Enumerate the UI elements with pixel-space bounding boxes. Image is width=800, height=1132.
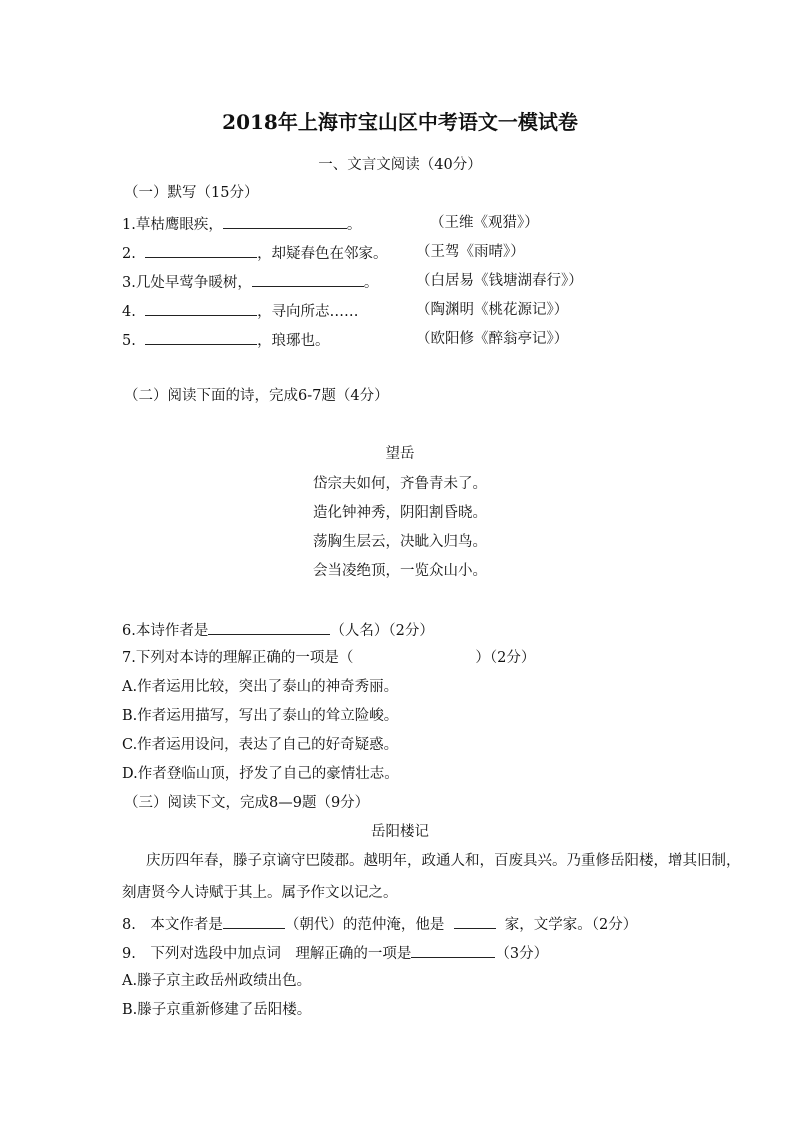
answer-blank[interactable] — [223, 914, 285, 929]
poem-line-1: 岱宗夫如何，齐鲁青未了。 — [313, 476, 487, 492]
passage-line-1: 庆历四年春，滕子京谪守巴陵郡。越明年，政通人和，百废具兴。乃重修岳阳楼，增其旧制， — [146, 853, 741, 869]
poem-line-4: 会当凌绝顶，一览众山小。 — [313, 563, 487, 579]
poem-title: 望岳 — [385, 446, 415, 462]
dictation-source-4: （陶渊明《桃花源记》） — [416, 302, 569, 318]
option-b-9: B.滕子京重新修建了岳阳楼。 — [122, 1002, 312, 1018]
answer-blank[interactable] — [223, 214, 347, 229]
dictation-source-3: （白居易《钱塘湖春行》） — [416, 273, 583, 289]
passage-line-2: 刻唐贤今人诗赋于其上。属予作文以记之。 — [122, 885, 398, 901]
poem-line-3: 荡胸生层云，决眦入归鸟。 — [313, 534, 487, 550]
option-a: A.作者运用比较，突出了泰山的神奇秀丽。 — [122, 679, 399, 695]
question-9: 9. 下列对选段中加点词 理解正确的一项是 （3分） — [122, 943, 548, 963]
answer-blank[interactable] — [252, 272, 364, 287]
answer-blank[interactable] — [208, 620, 330, 635]
option-d: D.作者登临山顶，抒发了自己的豪情壮志。 — [122, 766, 399, 782]
section-heading: 一、文言文阅读（40分） — [318, 157, 482, 173]
dictation-source-5: （欧阳修《醉翁亭记》） — [416, 331, 569, 347]
dictation-item-3: 3.几处早莺争暖树， 。 — [122, 272, 378, 292]
option-b: B.作者运用描写，写出了泰山的耸立险峻。 — [122, 708, 399, 724]
dictation-item-2: 2. ，却疑春色在邻家。 — [122, 243, 388, 263]
question-7: 7.下列对本诗的理解正确的一项是（ ）（2分） — [122, 650, 536, 666]
answer-blank[interactable] — [145, 301, 257, 316]
part3-heading: （三）阅读下文，完成8—9题（9分） — [124, 795, 370, 811]
question-8: 8. 本文作者是 （朝代）的范仲淹，他是 家，文学家。（2分） — [122, 914, 637, 934]
option-a-9: A.滕子京主政岳州政绩出色。 — [122, 973, 312, 989]
dictation-item-4: 4. ，寻向所志…… — [122, 301, 359, 321]
part1-heading: （一）默写（15分） — [124, 185, 259, 201]
dictation-item-5: 5. ，琅琊也。 — [122, 330, 330, 350]
answer-blank[interactable] — [145, 243, 257, 258]
part2-heading: （二）阅读下面的诗，完成6-7题（4分） — [124, 388, 389, 404]
option-c: C.作者运用设问，表达了自己的好奇疑惑。 — [122, 737, 399, 753]
poem-line-2: 造化钟神秀，阴阳割昏晓。 — [313, 505, 487, 521]
dictation-source-1: （王维《观猎》） — [430, 215, 539, 231]
answer-blank[interactable] — [145, 330, 257, 345]
answer-blank[interactable] — [411, 943, 495, 958]
question-6: 6.本诗作者是 （人名）（2分） — [122, 620, 434, 640]
text-title: 岳阳楼记 — [371, 824, 429, 840]
dictation-item-1: 1.草枯鹰眼疾， 。 — [122, 214, 361, 234]
dictation-source-2: （王驾《雨晴》） — [416, 244, 525, 260]
answer-blank[interactable] — [454, 914, 496, 929]
exam-title: 2018年上海市宝山区中考语文一模试卷 — [222, 110, 578, 134]
